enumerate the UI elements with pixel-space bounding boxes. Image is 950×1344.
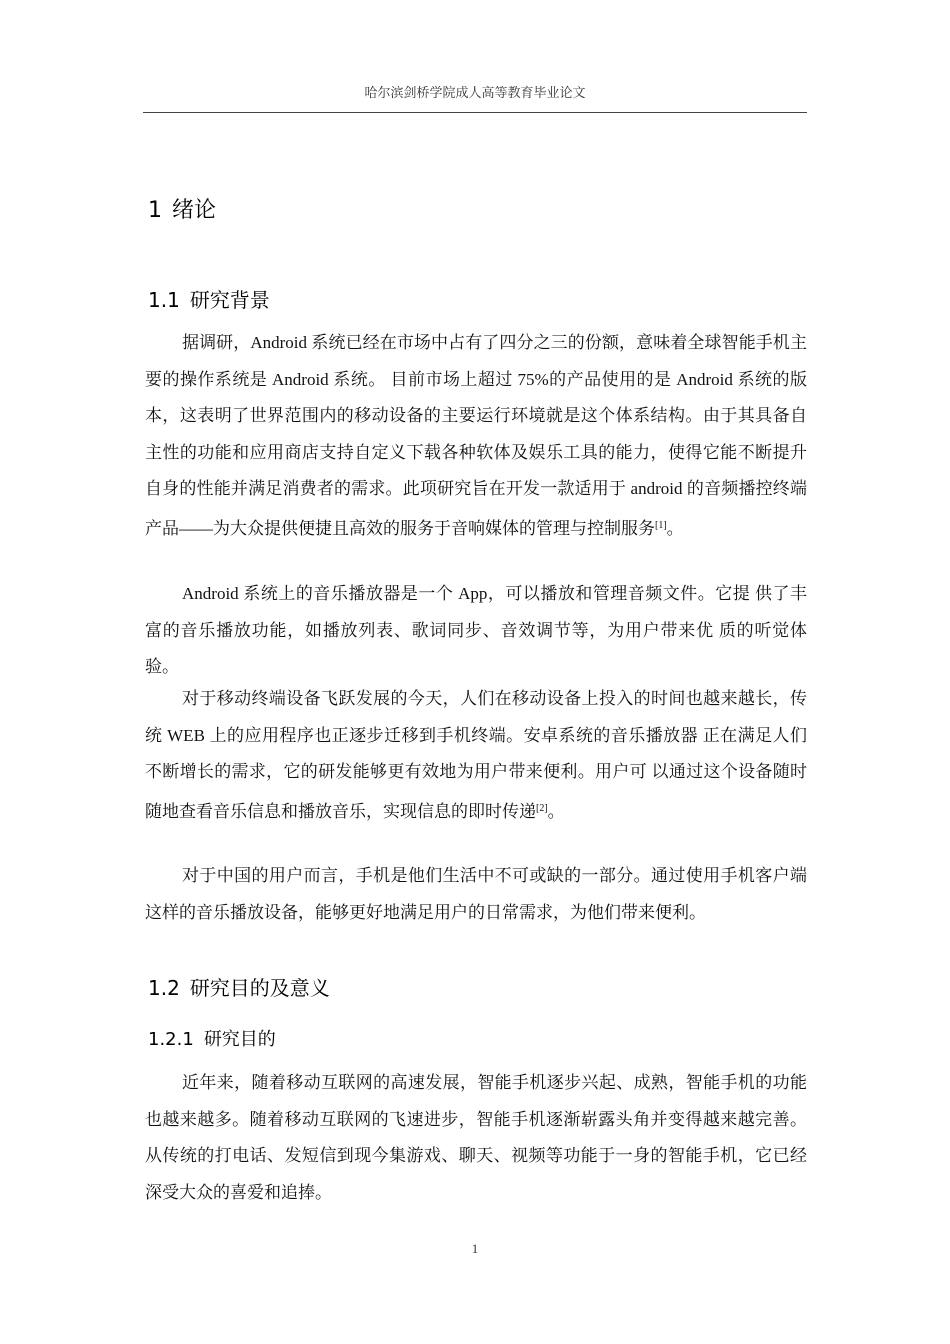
chapter-number: 1 [148,198,162,223]
page-number: 1 [471,1241,479,1256]
section-number: 1.2 [148,976,180,1000]
header-divider [143,112,807,113]
subsection-title: 研究目的 [203,1029,276,1050]
paragraph: 近年来，随着移动互联网的高速发展，智能手机逐步兴起、成熟，智能手机的功能也越来越多。随着移动互联网的飞速进步，智能手机逐渐崭露头角并变得越来越完善。从传统的打电话、发短信到现今集游戏、聊天、视频等功能于一身的智能手机，它已经深受大众的喜爱和追捧。 [145,1073,807,1202]
paragraph: 对于移动终端设备飞跃发展的今天，人们在移动设备上投入的时间也越来越长，传统 WEB 上的应用程序也正逐步迁移到手机终端。安卓系统的音乐播放器 正在满足人们不断增长的需求，它的研发能够更有效地为用户带来便利。用户可 以通过这个设备随时随地查看音乐信息和播放音乐，实现信息的即时传递[2]。 [145,689,807,821]
running-header: 哈尔滨剑桥学院成人高等教育毕业论文 [364,85,586,100]
chapter-heading [148,193,216,224]
paragraph: 据调研，Android 系统已经在市场中占有了四分之三的份额，意味着全球智能手机主要的操作系统是 Android 系统。 目前市场上超过 75%的产品使用的是 Android 系统的版本，这表明了世界范围内的移动设备的主要运行环境就是这个体系结构。由于其具备自主性的功能和应用商店支持自定义下载各种软体及娱乐工具的能力，使得它能不断提升自身的性能并满足消费者的需求。此项研究旨在开发一款适用于 android 的音频播控终端产品——为大众提供便捷且高效的服务于音响媒体的管理与控制服务[1]。 [145,333,807,538]
section-title: 研究目的及意义 [189,976,330,1000]
paragraph: 对于中国的用户而言，手机是他们生活中不可或缺的一部分。通过使用手机客户端这样的音乐播放设备，能够更好地满足用户的日常需求，为他们带来便利。 [145,866,807,922]
section-number: 1.1 [148,288,180,312]
section-title: 研究背景 [189,288,270,312]
citation-ref: [1] [655,519,667,531]
citation-ref: [2] [536,802,548,814]
subsection-number: 1.2.1 [148,1029,194,1050]
subsection-heading-1-2-1 [148,1025,276,1051]
paragraph: Android 系统上的音乐播放器是一个 App，可以播放和管理音频文件。它提 供了丰富的音乐播放功能，如播放列表、歌词同步、音效调节等，为用户带来优 质的听觉体验。 [145,584,807,676]
section-heading-1-2 [148,972,330,1001]
chapter-title: 绪论 [172,198,217,223]
section-heading-1-1 [148,284,270,313]
